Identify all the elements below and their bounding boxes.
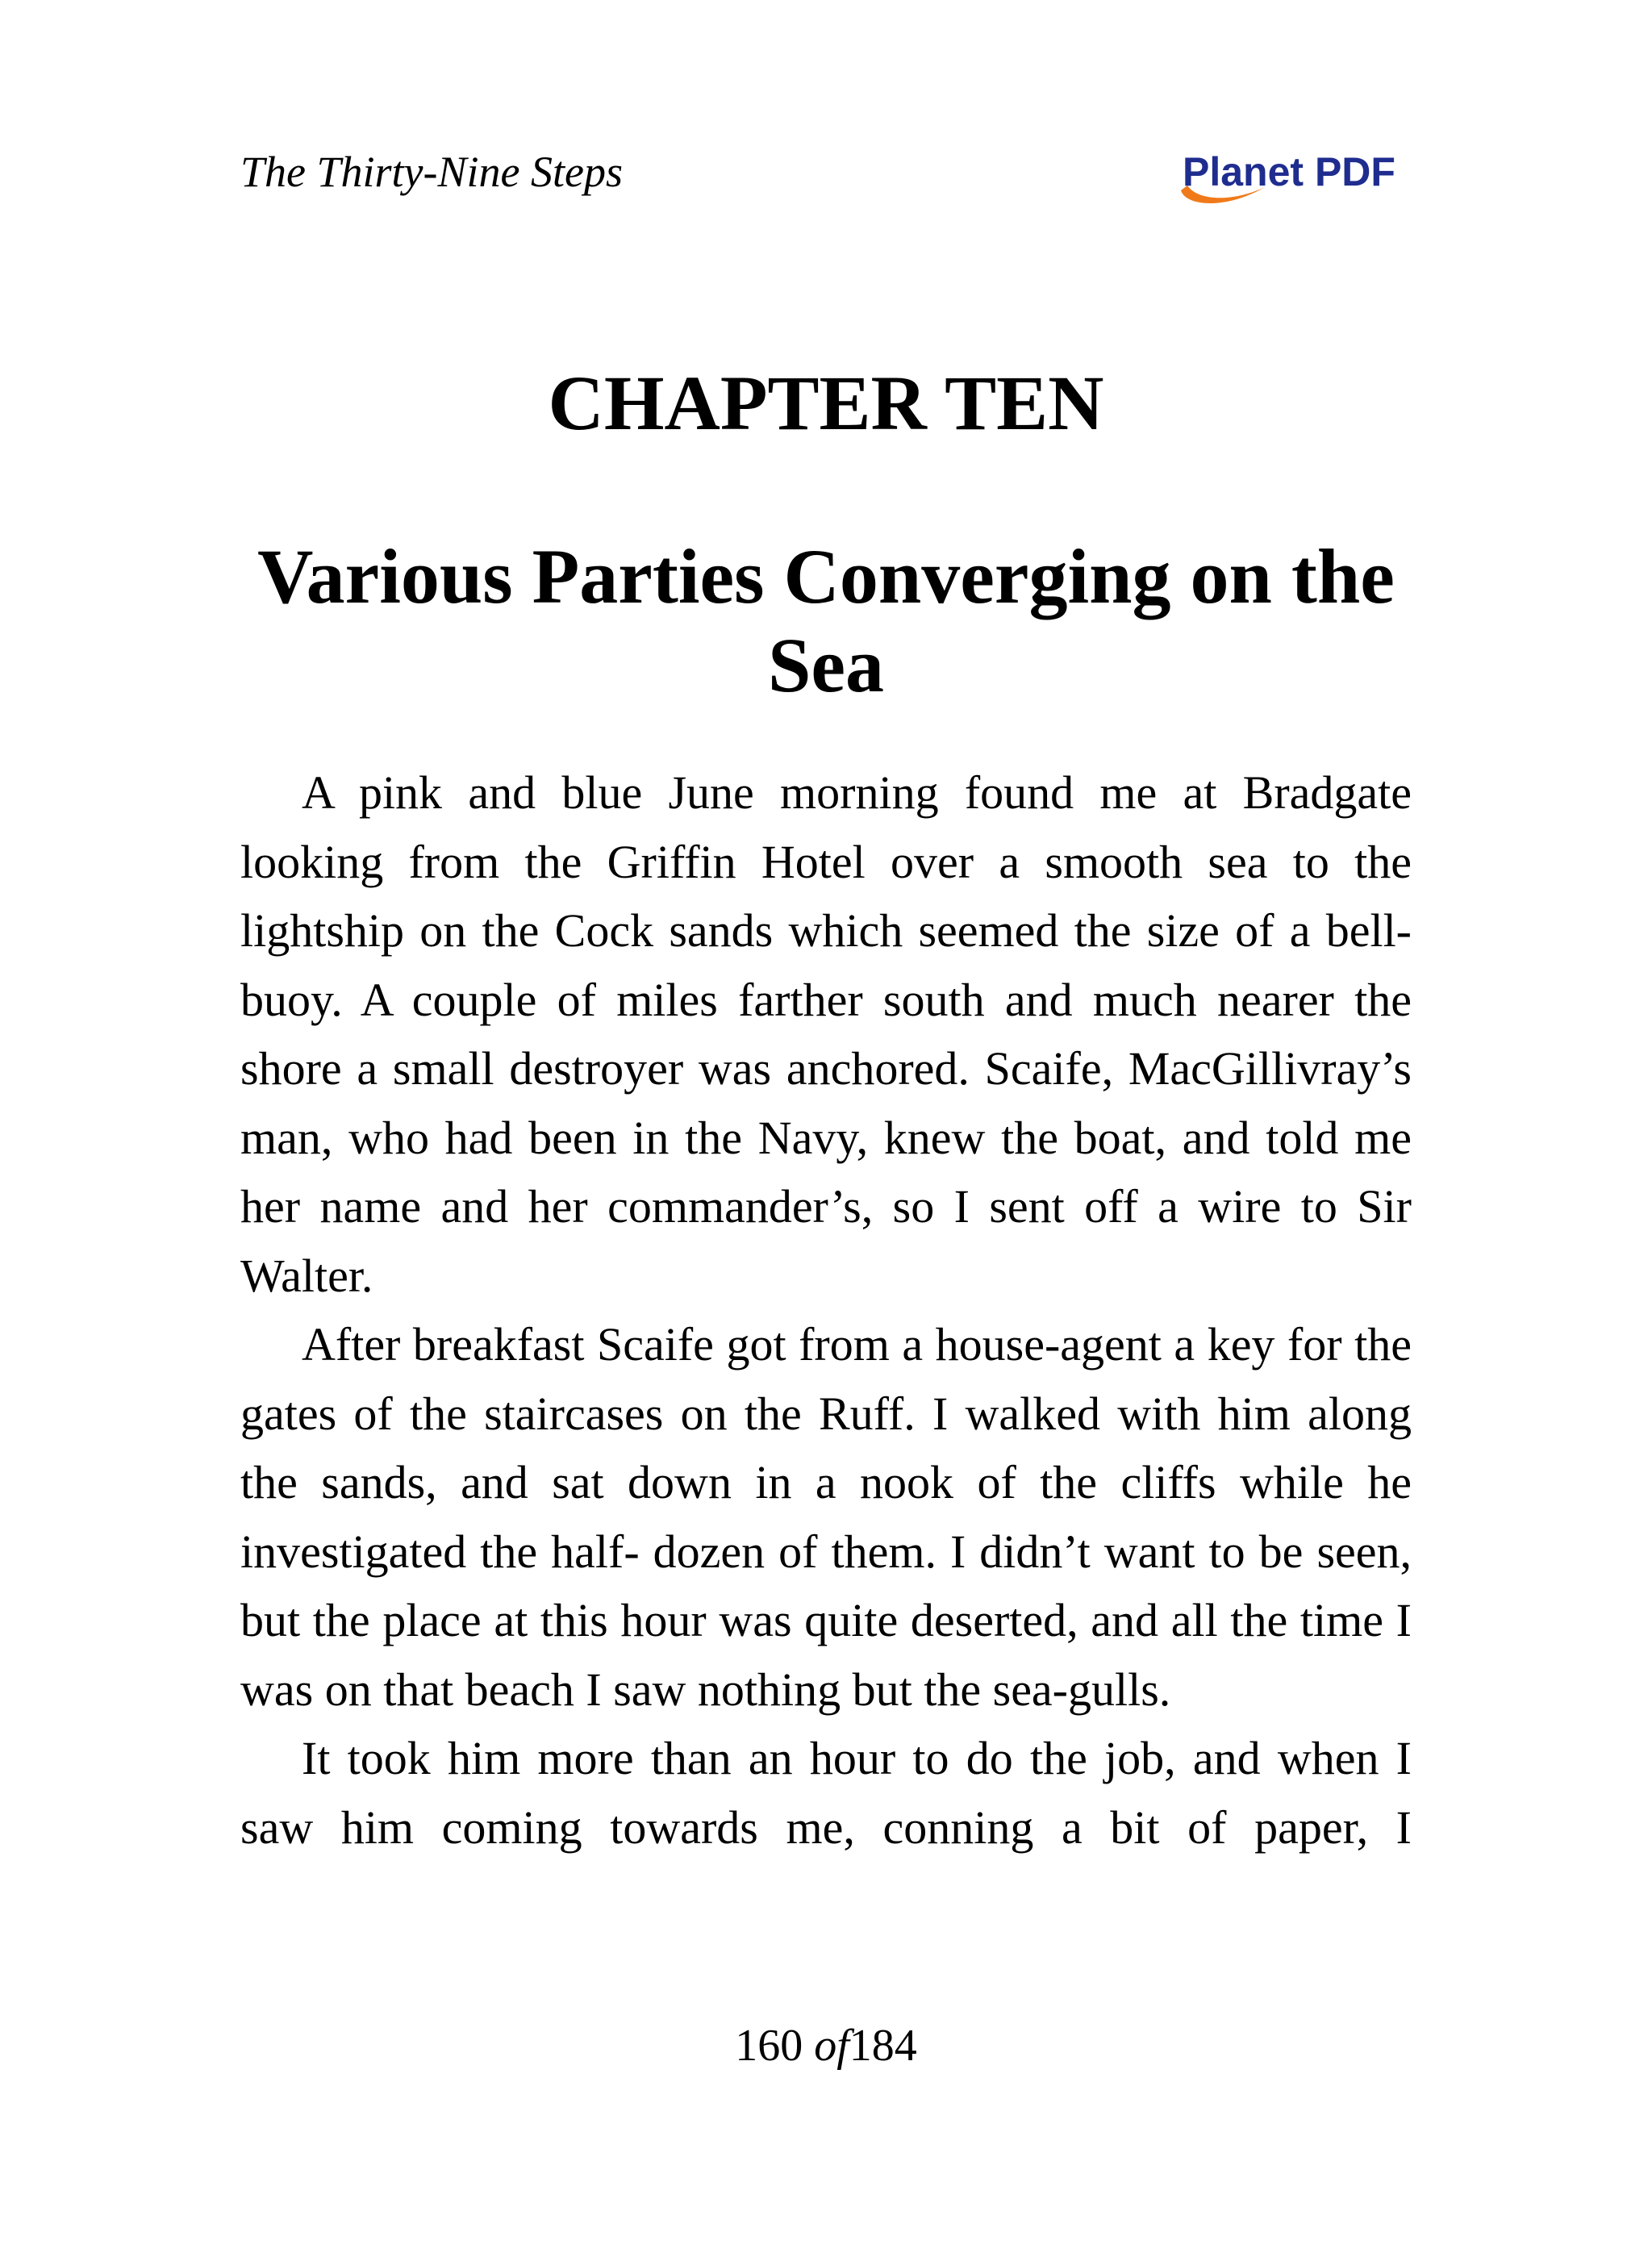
paragraph: A pink and blue June morning found me at Bradgate looking from the Griffin Hotel over a smooth sea to the lightship on the Cock sands which seemed the size of a bell-buoy. A couple of miles farther south and much nearer the shore a small destroyer was anchored. Scaife, MacGillivray’s man, who had been in the Navy, knew the boat, and told me her name and her commander’s, so I sent off a wire to Sir Walter. [240, 766, 1412, 1302]
paragraph: It took him more than an hour to do the job, and when I saw him coming towards me, conning a bit of paper, I [240, 1732, 1412, 1854]
page-number [0, 2021, 1652, 2071]
chapter-heading: CHAPTER TEN [548, 360, 1104, 446]
page-number-current: 160 [735, 2021, 803, 2071]
logo-text: Planet PDF [1183, 149, 1395, 194]
chapter-title: Various Parties Converging on the Sea [257, 533, 1395, 708]
paragraph: After breakfast Scaife got from a house-agent a key for the gates of the staircases on the Ruff. I walked with him along the sands, and sat down in a nook of the cliffs while he investigated the half- dozen of them. I didn’t want to be seen, but the place at this hour was quite deserted, and all the time I was on that beach I saw nothing but the sea-gulls. [240, 1318, 1412, 1716]
body-text [240, 758, 1412, 1862]
page-number-total: 184 [849, 2021, 917, 2071]
running-title: The Thirty-Nine Steps [240, 148, 623, 196]
planet-pdf-logo [1170, 145, 1412, 210]
page-number-of: of [814, 2021, 849, 2071]
